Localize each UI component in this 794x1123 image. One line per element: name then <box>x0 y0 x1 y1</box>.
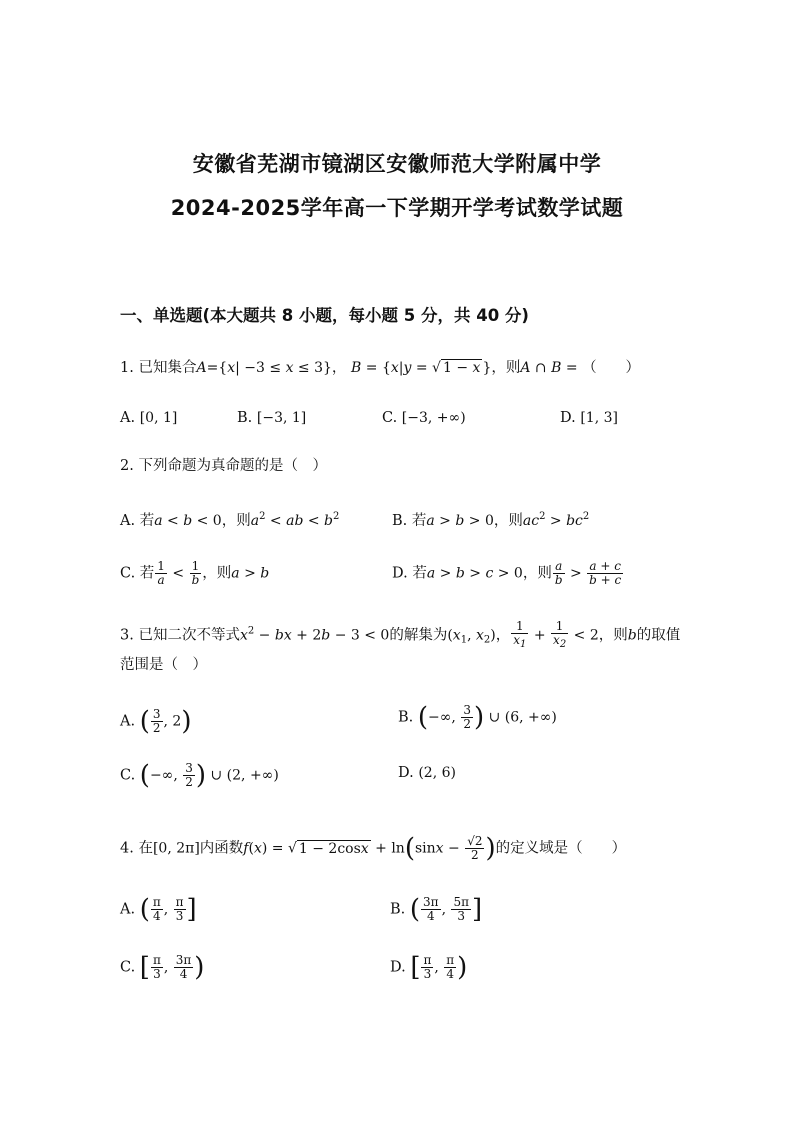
question-text: 下列命题为真命题的是（ ） <box>138 458 327 474</box>
question-2 <box>120 455 327 477</box>
question-text: ，则 <box>522 565 552 582</box>
option-label: C. <box>120 565 136 582</box>
document-title-line-2: 2024-2025学年高一下学期开学考试数学试题 <box>170 196 624 220</box>
math-expression: a <box>250 513 260 529</box>
option-c <box>382 407 466 429</box>
option-label: C. <box>120 767 136 784</box>
question-1: 1. 已知集合A={x| −3 ≤ x ≤ 3}， B = {x|y = √ 1 − x }，则A ∩ B = （ ） <box>120 360 641 376</box>
option-label: D. <box>398 765 414 781</box>
math-fraction: $\frac{\pi}{4}$ <box>152 895 161 923</box>
section-heading: 一、单选题(本大题共 8 小题，每小题 5 分，共 40 分) <box>120 306 529 325</box>
option-d <box>398 762 456 784</box>
math-expression: ∩ <box>530 360 552 376</box>
question-text: ，则 <box>221 513 251 529</box>
math-expression: x <box>285 360 294 376</box>
math-expression: [0, 2π] <box>152 840 200 857</box>
question-text: 内函数 <box>199 840 244 857</box>
math-fraction: $\frac{a}{b}$ <box>554 559 563 587</box>
math-fraction: $\frac{3}{2}$ <box>463 703 471 731</box>
option-label: D. <box>560 410 576 426</box>
math-expression: | <box>398 360 404 376</box>
question-text: ，则 <box>493 513 523 529</box>
option-a: A. ( $\frac{\pi}{4}$ , $\frac{\pi}{3}$ ] <box>120 894 197 925</box>
math-expression: A <box>520 360 531 376</box>
math-expression: B <box>551 360 562 376</box>
math-fraction: $\frac{1}{a}$ <box>157 559 165 587</box>
question-text: 已知集合 <box>138 360 197 376</box>
math-expression: y <box>403 360 412 376</box>
question-text: ，则 <box>598 627 628 644</box>
math-expression: f <box>243 840 249 857</box>
option-b <box>237 407 306 429</box>
answer-blank: （ ） <box>582 360 641 376</box>
option-label: C. <box>382 410 398 426</box>
option-label: B. <box>237 410 253 426</box>
option-value: [−3, +∞) <box>401 410 466 426</box>
option-label: B. <box>390 901 406 918</box>
math-expression: ≤ 3} <box>293 360 332 376</box>
option-value: [−3, 1] <box>256 410 307 426</box>
math-fraction: $\frac{a + c}{b + c}$ <box>589 559 622 587</box>
option-label: B. <box>398 709 414 726</box>
option-b: B. ( $\frac{3\pi}{4}$ , $\frac{5\pi}{3}$ ] <box>390 894 483 925</box>
math-fraction: $\frac{5\pi}{3}$ <box>453 895 469 923</box>
question-number: 2. <box>120 458 134 474</box>
option-label: A. <box>120 901 136 918</box>
question-3-continued <box>120 654 207 676</box>
question-4: 4. 在[0, 2π]内函数f(x) = √ 1 − 2cosx + ln(sinx − $\frac{√2}{2}$ )的定义域是（ ） <box>120 833 627 864</box>
question-text: 若 <box>139 565 155 582</box>
math-expression: = √ 1 − x } <box>411 360 492 376</box>
math-expression: ( <box>447 627 453 644</box>
option-a: A. ( $\frac{3}{2}$ , 2) <box>120 706 192 737</box>
math-set-b: B <box>351 360 362 376</box>
option-value: [0, 1] <box>139 410 178 426</box>
option-d <box>560 407 618 429</box>
math-fraction: $\frac{1}{x_2}$ <box>553 619 567 650</box>
option-b: B. 若a > b > 0，则$ac^2 > bc^2$ <box>392 511 590 529</box>
math-fraction: $\frac{√2}{2}$ <box>467 834 483 862</box>
math-expression: ={ <box>206 360 228 376</box>
math-expression: x <box>390 360 399 376</box>
option-a: A. 若a < b < 0，则$a^2$ < ab < $b^2$ <box>120 511 340 529</box>
question-text: 的解集为 <box>389 627 448 644</box>
option-value: [1, 3] <box>580 410 618 426</box>
option-c: C. [ $\frac{\pi}{3}$ , $\frac{3\pi}{4}$ ) <box>120 952 205 983</box>
question-number: 1. <box>120 360 134 376</box>
question-number: 3. <box>120 627 134 644</box>
question-3: 3. 已知二次不等式$x^2$ − bx + 2b − 3 < 0的解集为($x_1$, $x_2$)， $\frac{1}{x_1}$ + $\frac{1}{x_2}$ < 2，则b的取值 <box>120 619 681 650</box>
math-expression: a <box>231 565 240 582</box>
question-text: 的取值 <box>636 627 681 644</box>
math-fraction: $\frac{\pi}{3}$ <box>152 953 161 981</box>
option-label: C. <box>120 959 136 976</box>
question-text: 若 <box>412 565 427 582</box>
math-fraction: $\frac{1}{b}$ <box>191 559 200 587</box>
question-text: 若 <box>411 513 427 529</box>
question-text: 若 <box>139 513 155 529</box>
math-fraction: $\frac{\pi}{4}$ <box>446 953 455 981</box>
math-expression: x <box>239 627 248 644</box>
question-text: 范围是（ ） <box>120 657 207 673</box>
option-label: A. <box>120 513 136 529</box>
math-expression: x <box>227 360 236 376</box>
math-fraction: $\frac{3}{2}$ <box>185 761 193 789</box>
math-expression: (2, 6) <box>418 765 456 781</box>
option-c: C. (−∞, $\frac{3}{2}$ ) ∪ (2, +∞) <box>120 760 279 791</box>
math-expression: a <box>426 513 435 529</box>
math-fraction: $\frac{\pi}{3}$ <box>175 895 184 923</box>
question-number: 4. <box>120 840 134 857</box>
math-expression: ac <box>522 513 540 529</box>
option-label: A. <box>120 410 136 426</box>
math-expression: | −3 ≤ <box>235 360 286 376</box>
math-expression: a <box>154 513 163 529</box>
math-expression: = { <box>361 360 391 376</box>
option-label: D. <box>390 959 406 976</box>
math-fraction: $\frac{3\pi}{4}$ <box>423 895 439 923</box>
math-fraction: $\frac{3}{2}$ <box>152 707 161 735</box>
option-label: D. <box>392 565 408 582</box>
math-fraction: $\frac{1}{x_1}$ <box>513 619 527 650</box>
question-text: ，则 <box>491 360 521 376</box>
option-b: B. (−∞, $\frac{3}{2}$ ) ∪ (6, +∞) <box>398 702 557 733</box>
math-fraction: $\frac{\pi}{3}$ <box>423 953 432 981</box>
question-text: 已知二次不等式 <box>138 627 240 644</box>
option-d: D. 若a > b > c > 0，则 $\frac{a}{b}$ > $\frac{a + c}{b + c}$ <box>392 559 622 587</box>
question-text: 在 <box>138 840 153 857</box>
option-c: C. 若 $\frac{1}{a}$ < $\frac{1}{b}$ ，则a > b <box>120 559 270 587</box>
option-label: A. <box>120 713 136 730</box>
math-expression: b <box>627 627 637 644</box>
option-d: D. [ $\frac{\pi}{3}$ , $\frac{\pi}{4}$ ) <box>390 952 468 983</box>
math-expression: a <box>426 565 436 582</box>
math-expression: = <box>561 360 583 376</box>
math-fraction: $\frac{3\pi}{4}$ <box>175 953 192 981</box>
question-text: 的定义域是（ ） <box>495 840 627 857</box>
math-set-a: A <box>196 360 207 376</box>
option-a <box>120 407 177 429</box>
option-label: B. <box>392 513 408 529</box>
document-title-line-1: 安徽省芜湖市镜湖区安徽师范大学附属中学 <box>192 152 602 176</box>
question-text: ，则 <box>202 565 232 582</box>
